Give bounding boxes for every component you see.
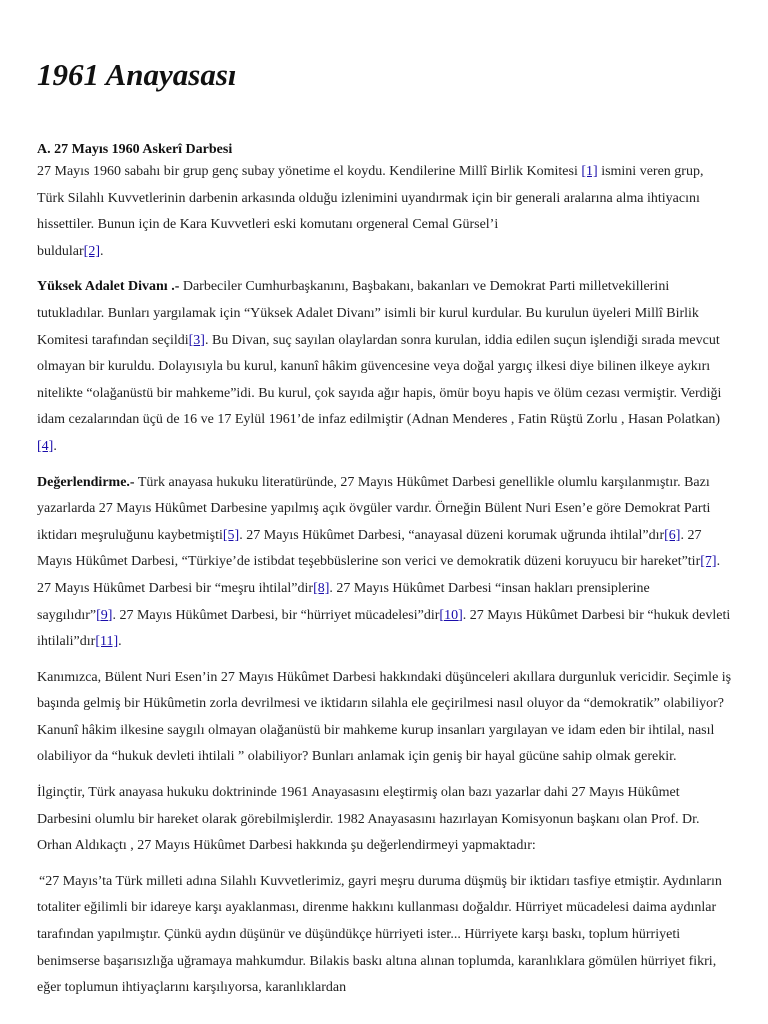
paragraph-opinion: Kanımızca, Bülent Nuri Esen’in 27 Mayıs Hükûmet Darbesi hakkındaki düşünceleri akıllara durgunluk vericidir. Seçimle iş başında gelmiş bir Hükûmetin zorla devrilmesi ve iktidarın silahla ele geçirilmesi nasıl oluyor da “demokratik” olabiliyor? Kanunî hâkim ilkesine saygılı olmayan olağanüstü bir mahkeme kurup insanları yargılayan ve idam eden bir ihtilal, nasıl olabiliyor da “hukuk devleti ihtilali ” olabiliyor? Bunları anlamak için geniş bir hayal gücüne sahip olmak gerekir. (37, 669, 732, 765)
paragraph-evaluation (37, 470, 732, 656)
paragraph-coup (37, 159, 732, 265)
footnote-link-8[interactable]: [8] (313, 580, 330, 596)
page-title: 1961 Anayasası (37, 57, 237, 92)
paragraph-text: . 27 Mayıs Hükûmet Darbesi, “anayasal düzeni korumak uğrunda ihtilal”dır (239, 527, 665, 543)
paragraph-text: . (53, 438, 57, 454)
footnote-link-10[interactable]: [10] (439, 607, 463, 623)
paragraph-text: . 27 Mayıs Hükûmet Darbesi, “Türkiye’de istibdat teşebbüslerine son verici ve demokratik düzeni koruyucu bir hareket”tir (37, 527, 702, 570)
paragraph-text: buldular (37, 243, 84, 259)
paragraph-text: . 27 Mayıs Hükûmet Darbesi bir “meşru ihtilal”dir (37, 554, 721, 596)
paragraph-text: ismini veren grup, Türk Silahlı Kuvvetlerinin darbenin arkasında olduğu izlenimini uyandırmak için bir generali aralarına alma ihtiyacını hissettiler. Bunun için de Kara Kuvvetleri eski komutanı orgeneral Cemal Gürsel’i (37, 164, 704, 233)
footnote-link-5[interactable]: [5] (222, 527, 240, 543)
paragraph-text: . (99, 243, 104, 259)
paragraph-text: 27 Mayıs 1960 sabahı bir grup genç subay yönetime el koydu. Kendilerine Millî Birlik Komitesi (37, 164, 582, 179)
paragraph-lead: Değerlendirme.- (37, 474, 135, 490)
footnote-link-6[interactable]: [6] (664, 527, 681, 543)
footnote-link-3[interactable]: [3] (188, 332, 205, 348)
paragraph-quote: “27 Mayıs’ta Türk milleti adına Silahlı Kuvvetlerimiz, gayri meşru duruma düşmüş bir iktidarı tasfiye etmiştir. Aydınların totaliter eğilimli bir idareye karşı ayaklanması, direnme hakkını kullanması doğaldır. Hürriyet mücadelesi daima aydınlar tarafından yapılmıştır. Çünkü aydın düşünür ve düşündükçe hürriyeti ister... Hürriyete karşı baskı, toplum hürriyeti benimserse başarısızlığa uğramaya mahkumdur. Bilakis baskı altına alınan toplumda, karanlıklara gömülen hürriyet fikri, eğer toplumun ihtiyaçlarını karşılıyorsa, karanlıklardan (37, 873, 722, 996)
paragraph-text: . Bu Divan, suç sayılan olaylardan sonra kurulan, iddia edilen suçun işlendiği sırada mevcut olmayan bir kuruldu. Dolayısıyla bu kurul, kanunî hâkim güvencesine veya doğal yargıç ilkesi diye bilinen ilkeye aykırı nitelikte “olağanüstü bir mahkeme”idi. Bu kurul, çok sayıda ağır hapis, ömür boyu hapis ve ölüm cezası vermiştir. Verdiği idam cezalarından üçü de 16 ve 17 Eylül 1961’de infaz edilmiştir (Adnan Menderes , Fatin Rüştü Zorlu , Hasan Polatkan) (37, 332, 722, 428)
paragraph-text: . 27 Mayıs Hükûmet Darbesi “insan hakları prensiplerine saygılıdır” (37, 580, 650, 623)
section-heading: A. 27 Mayıs 1960 Askerî Darbesi (37, 142, 233, 157)
paragraph-text: . 27 Mayıs Hükûmet Darbesi bir “hukuk devleti ihtilali”dır (37, 607, 731, 650)
paragraph-lead: Yüksek Adalet Divanı .- (37, 279, 180, 295)
paragraph-text: . 27 Mayıs Hükûmet Darbesi, bir “hürriyet mücadelesi”dir (112, 607, 440, 623)
footnote-link-7[interactable]: [7] (700, 554, 717, 570)
footnote-link-2[interactable]: [2] (83, 243, 100, 259)
footnote-link-1[interactable]: [1] (581, 164, 598, 179)
paragraph-doctrine: İlginçtir, Türk anayasa hukuku doktrininde 1961 Anayasasını eleştirmiş olan bazı yazarlar dahi 27 Mayıs Hükûmet Darbesini olumlu bir hareket olarak görebilmişlerdir. 1982 Anayasasını hazırlayan Komisyonun başkanı olan Prof. Dr. Orhan Aldıkaçtı , 27 Mayıs Hükûmet Darbesi hakkında şu değerlendirmeyi yapmaktadır: (37, 785, 700, 854)
footnote-link-9[interactable]: [9] (96, 607, 113, 623)
footnote-link-4[interactable]: [4] (37, 438, 54, 454)
paragraph-text: Darbeciler Cumhurbaşkanını, Başbakanı, bakanları ve Demokrat Parti milletvekillerini tutukladılar. Bunları yargılamak için “Yüksek Adalet Divanı” isimli bir kurul kurdular. Bu kurulun üyeleri Millî Birlik Komitesi tarafından seçildi (37, 279, 699, 348)
paragraph-text: Türk anayasa hukuku literatüründe, 27 Mayıs Hükûmet Darbesi genellikle olumlu karşılanmıştır. Bazı yazarlarda 27 Mayıs Hükûmet Darbesine yapılmış açık övgüler vardır. Örneğin Bülent Nuri Esen’e göre Demokrat Parti iktidarı meşruluğunu kaybetmişti (37, 474, 711, 543)
paragraph-text: . (118, 634, 122, 650)
footnote-link-11[interactable]: [11] (95, 634, 119, 650)
paragraph-divan (37, 274, 732, 460)
